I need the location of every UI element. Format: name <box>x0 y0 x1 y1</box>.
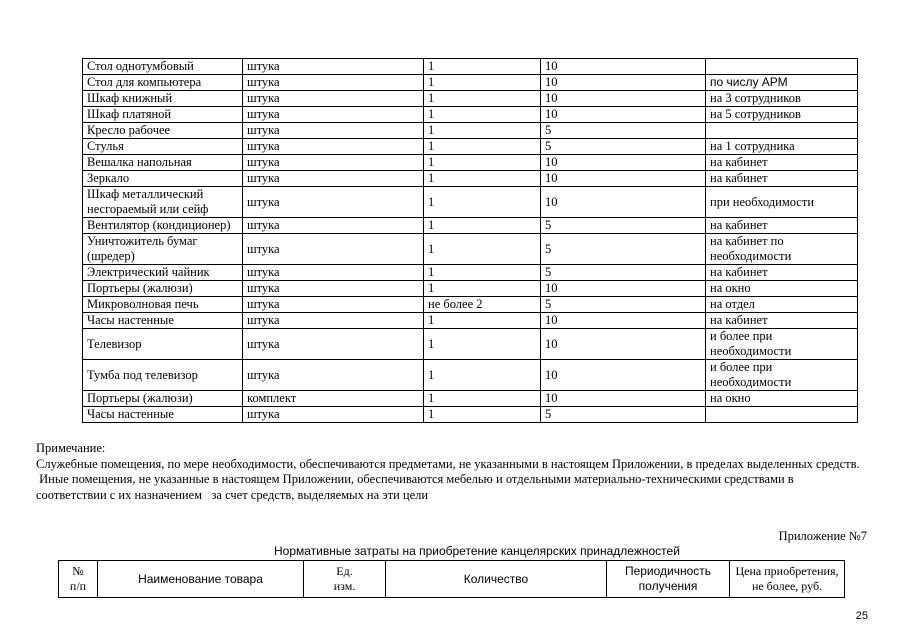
table-row <box>83 329 858 360</box>
note-cell: на 3 сотрудников <box>706 91 858 107</box>
table-row <box>83 139 858 155</box>
unit-cell: штука <box>243 313 424 329</box>
note-paragraph-1: Служебные помещения, по мере необходимости, обеспечиваются предметами, не указанными в настоящем Приложении, в пределах выделенных средств. <box>36 456 860 471</box>
quantity-cell: 1 <box>424 139 541 155</box>
note-cell: и более при необходимости <box>706 360 858 391</box>
quantity-cell: 1 <box>424 187 541 218</box>
unit-cell: штука <box>243 91 424 107</box>
quantity-cell: 1 <box>424 407 541 423</box>
header-qty: Количество <box>386 561 607 598</box>
service-life-cell: 10 <box>541 313 706 329</box>
item-name-cell: Вешалка напольная <box>83 155 243 171</box>
table-row <box>83 91 858 107</box>
note-cell: на кабинет <box>706 313 858 329</box>
quantity-cell: 1 <box>424 391 541 407</box>
unit-cell: штука <box>243 123 424 139</box>
service-life-cell: 5 <box>541 218 706 234</box>
header-num: № п/п <box>59 561 98 598</box>
note-cell: на окно <box>706 391 858 407</box>
quantity-cell: 1 <box>424 155 541 171</box>
unit-cell: штука <box>243 187 424 218</box>
service-life-cell: 5 <box>541 123 706 139</box>
note-cell: по числу АРМ <box>706 75 858 91</box>
note-cell: на кабинет <box>706 171 858 187</box>
quantity-cell: 1 <box>424 281 541 297</box>
item-name-cell: Стол однотумбовый <box>83 59 243 75</box>
quantity-cell: 1 <box>424 329 541 360</box>
note-block <box>36 441 861 503</box>
unit-cell: штука <box>243 107 424 123</box>
item-name-cell: Электрический чайник <box>83 265 243 281</box>
service-life-cell: 10 <box>541 360 706 391</box>
note-cell: на 1 сотрудника <box>706 139 858 155</box>
quantity-cell: 1 <box>424 75 541 91</box>
table-row <box>83 391 858 407</box>
unit-cell: штука <box>243 155 424 171</box>
note-cell: на кабинет <box>706 265 858 281</box>
item-name-cell: Портьеры (жалюзи) <box>83 281 243 297</box>
table-header-row <box>59 561 845 598</box>
item-name-cell: Микроволновая печь <box>83 297 243 313</box>
unit-cell: штука <box>243 329 424 360</box>
table-row <box>83 187 858 218</box>
note-cell: на 5 сотрудников <box>706 107 858 123</box>
unit-cell: штука <box>243 218 424 234</box>
unit-cell: штука <box>243 360 424 391</box>
unit-cell: штука <box>243 297 424 313</box>
item-name-cell: Тумба под телевизор <box>83 360 243 391</box>
header-unit: Ед. изм. <box>304 561 386 598</box>
item-name-cell: Телевизор <box>83 329 243 360</box>
quantity-cell: 1 <box>424 59 541 75</box>
furniture-table-body <box>83 59 858 423</box>
item-name-cell: Шкаф книжный <box>83 91 243 107</box>
unit-cell: штука <box>243 171 424 187</box>
quantity-cell: 1 <box>424 360 541 391</box>
note-cell <box>706 407 858 423</box>
quantity-cell: 1 <box>424 123 541 139</box>
table-row <box>83 171 858 187</box>
note-heading: Примечание: <box>36 441 106 455</box>
service-life-cell: 5 <box>541 139 706 155</box>
unit-cell: штука <box>243 234 424 265</box>
table-row <box>83 297 858 313</box>
service-life-cell: 10 <box>541 91 706 107</box>
quantity-cell: 1 <box>424 91 541 107</box>
note-cell: на кабинет <box>706 218 858 234</box>
item-name-cell: Шкаф платяной <box>83 107 243 123</box>
table-row <box>83 107 858 123</box>
quantity-cell: 1 <box>424 218 541 234</box>
quantity-cell: 1 <box>424 265 541 281</box>
service-life-cell: 10 <box>541 59 706 75</box>
quantity-cell: не более 2 <box>424 297 541 313</box>
note-cell: на кабинет по необходимости <box>706 234 858 265</box>
stationery-costs-table <box>58 560 845 598</box>
table-row <box>83 59 858 75</box>
service-life-cell: 10 <box>541 329 706 360</box>
unit-cell: штука <box>243 281 424 297</box>
item-name-cell: Стол для компьютера <box>83 75 243 91</box>
note-cell: на кабинет <box>706 155 858 171</box>
quantity-cell: 1 <box>424 234 541 265</box>
service-life-cell: 10 <box>541 75 706 91</box>
service-life-cell: 10 <box>541 187 706 218</box>
note-cell: и более при необходимости <box>706 329 858 360</box>
unit-cell: штука <box>243 59 424 75</box>
item-name-cell: Стулья <box>83 139 243 155</box>
table-row <box>83 281 858 297</box>
header-name: Наименование товара <box>98 561 304 598</box>
table-row <box>83 265 858 281</box>
quantity-cell: 1 <box>424 107 541 123</box>
note-cell <box>706 123 858 139</box>
item-name-cell: Вентилятор (кондиционер) <box>83 218 243 234</box>
note-paragraph-2: Иные помещения, не указанные в настоящем Приложении, обеспечиваются мебелью и отдельными материально-техническими средствами в соответствии с их назначением за счет средств, выделяемых на эти цели <box>36 472 797 502</box>
table-row <box>83 218 858 234</box>
table-row <box>83 234 858 265</box>
service-life-cell: 5 <box>541 297 706 313</box>
item-name-cell: Часы настенные <box>83 313 243 329</box>
page-number: 25 <box>855 610 868 622</box>
item-name-cell: Зеркало <box>83 171 243 187</box>
table-row <box>83 407 858 423</box>
note-cell: на отдел <box>706 297 858 313</box>
header-price: Цена приобретения, не более, руб. <box>730 561 845 598</box>
item-name-cell: Часы настенные <box>83 407 243 423</box>
quantity-cell: 1 <box>424 171 541 187</box>
service-life-cell: 5 <box>541 407 706 423</box>
note-cell: на окно <box>706 281 858 297</box>
item-name-cell: Портьеры (жалюзи) <box>83 391 243 407</box>
note-cell: при необходимости <box>706 187 858 218</box>
table-row <box>83 75 858 91</box>
service-life-cell: 5 <box>541 234 706 265</box>
table-row <box>83 123 858 139</box>
item-name-cell: Шкаф металлический несгораемый или сейф <box>83 187 243 218</box>
service-life-cell: 10 <box>541 107 706 123</box>
unit-cell: штука <box>243 265 424 281</box>
table-row <box>83 313 858 329</box>
service-life-cell: 10 <box>541 391 706 407</box>
note-cell <box>706 59 858 75</box>
item-name-cell: Кресло рабочее <box>83 123 243 139</box>
unit-cell: штука <box>243 139 424 155</box>
unit-cell: штука <box>243 75 424 91</box>
service-life-cell: 5 <box>541 265 706 281</box>
appendix-label: Приложение №7 <box>778 529 867 543</box>
table-row <box>83 360 858 391</box>
item-name-cell: Уничтожитель бумаг (шредер) <box>83 234 243 265</box>
appendix-caption: Нормативные затраты на приобретение канцелярских принадлежностей <box>274 544 680 558</box>
service-life-cell: 10 <box>541 155 706 171</box>
quantity-cell: 1 <box>424 313 541 329</box>
header-period: Периодичность получения <box>607 561 730 598</box>
service-life-cell: 10 <box>541 171 706 187</box>
furniture-norms-table <box>82 58 858 423</box>
unit-cell: штука <box>243 407 424 423</box>
table-row <box>83 155 858 171</box>
unit-cell: комплект <box>243 391 424 407</box>
service-life-cell: 10 <box>541 281 706 297</box>
